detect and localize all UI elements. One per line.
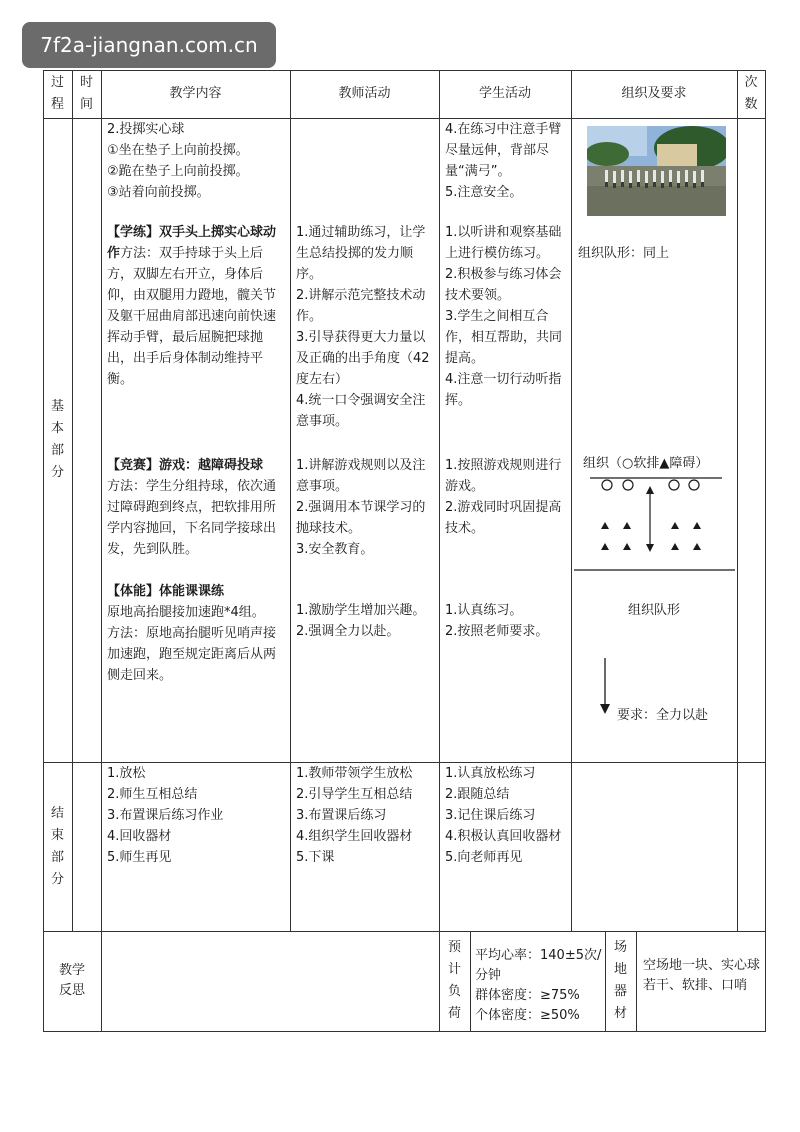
- org-formation-label: 组织队形: [627, 603, 680, 618]
- org-legend: 组织（○软排▲障碍）: [583, 456, 709, 471]
- field-photo: [587, 126, 726, 216]
- expected-load-label: 预计负荷: [447, 940, 461, 1021]
- org-formation-same: 组织队形：同上: [578, 246, 670, 261]
- student-activity-game: 1.按照游戏规则进行游戏。 2.游戏同时巩固提高技术。: [445, 458, 562, 536]
- org-requirement: 要求：全力以赴: [617, 708, 709, 723]
- watermark: 7f2a-jiangnan.com.cn: [22, 22, 276, 68]
- content-throw-steps: 2.投掷实心球 ①坐在垫子上向前投掷。 ②跪在垫子上向前投掷。 ③站着向前投掷。: [107, 122, 249, 200]
- teacher-activity-learn: 1.通过辅助练习，让学生总结投掷的发力顺序。 2.讲解示范完整技术动作。 3.引导获得更大力量以及正确的出手角度（42度左右） 4.统一口令强调安全注意事项。: [296, 225, 430, 429]
- expected-load-values: 平均心率：140±5次/分钟 群体密度：≥75% 个体密度：≥50%: [475, 948, 602, 1023]
- grid-line: [737, 70, 738, 931]
- grid-line: [72, 70, 73, 931]
- org-game-diagram: [572, 472, 737, 582]
- teacher-activity-fitness: 1.激励学生增加兴趣。 2.强调全力以赴。: [296, 603, 426, 639]
- header-count: 次数: [744, 75, 758, 112]
- grid-line: [290, 70, 291, 931]
- phase-end: 结束部分: [50, 805, 64, 887]
- header-content: 教学内容: [169, 86, 222, 101]
- grid-line: [43, 1031, 765, 1032]
- grid-line: [636, 931, 637, 1032]
- header-teacher: 教师活动: [338, 86, 391, 101]
- grid-line: [439, 70, 440, 1032]
- header-time: 时间: [79, 75, 93, 112]
- content-compete: 【竞赛】游戏：越障碍投球 方法：学生分组持球，依次通过障碍跑到终点，把软排用所学内容抛回，下名同学接球出发，先到队胜。: [107, 458, 277, 557]
- grid-line: [765, 70, 766, 1032]
- header-student: 学生活动: [478, 86, 531, 101]
- header-process: 过程: [50, 75, 64, 112]
- content-learn: 【学练】双手头上掷实心球动作方法：双手持球于头上后方，双脚左右开立，身体后仰，由双腿用力蹬地，髋关节及躯干屈曲肩部迅速向前快速挥动手臂，最后屈腕把球抛出，出手后身体制动维持平衡。: [107, 225, 277, 387]
- end-content: 1.放松 2.师生互相总结 3.布置课后练习作业 4.回收器材 5.师生再见: [107, 766, 224, 865]
- phase-basic: 基本部分: [50, 399, 64, 480]
- student-activity-learn: 1.以听讲和观察基础上进行模仿练习。 2.积极参与练习体会技术要领。 3.学生之间相互合作，相互帮助，共同提高。 4.注意一切行动听指挥。: [445, 225, 563, 408]
- teaching-reflection-label: 教学反思: [58, 963, 85, 998]
- teacher-activity-game: 1.讲解游戏规则以及注意事项。 2.强调用本节课学习的抛球技术。 3.安全教育。: [296, 458, 426, 557]
- grid-line: [43, 931, 765, 932]
- venue-equipment-value: 空场地一块、实心球若干、软排、口哨: [643, 958, 761, 993]
- grid-line: [101, 70, 102, 1032]
- end-teacher-activity: 1.教师带领学生放松 2.引导学生互相总结 3.布置课后练习 4.组织学生回收器材 5.下课: [296, 766, 413, 865]
- grid-line: [470, 931, 471, 1032]
- end-student-activity: 1.认真放松练习 2.跟随总结 3.记住课后练习 4.积极认真回收器材 5.向老师再见: [445, 766, 562, 865]
- venue-equipment-label: 场地器材: [613, 940, 627, 1021]
- student-activity-throw: 4.在练习中注意手臂尽量远伸，背部尽量“满弓”。 5.注意安全。: [445, 122, 562, 200]
- student-activity-fitness: 1.认真练习。 2.按照老师要求。: [445, 603, 549, 639]
- down-arrow-icon: [598, 656, 612, 716]
- header-organization: 组织及要求: [621, 86, 687, 101]
- content-fitness: 【体能】体能课课练 原地高抬腿接加速跑*4组。 方法：原地高抬腿听见哨声接加速跑，跑至规定距离后从两侧走回来。: [107, 584, 277, 683]
